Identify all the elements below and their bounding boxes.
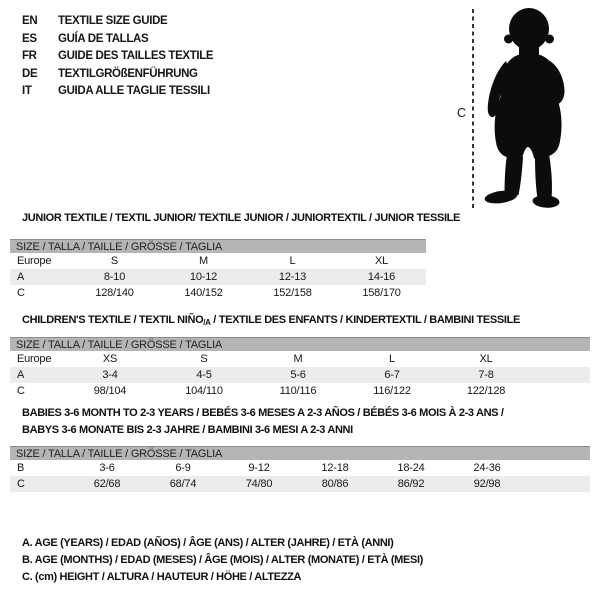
- children-section-title: [22, 314, 520, 327]
- row-label: C: [17, 287, 25, 299]
- size-header-bar: [10, 447, 590, 461]
- children-title-prefix: CHILDREN'S TEXTILE / TEXTIL NIÑO: [22, 314, 204, 326]
- table-cell: M: [293, 353, 303, 365]
- babies-size-table: [10, 446, 590, 492]
- table-row-height: [10, 285, 426, 301]
- size-header-bar: [10, 240, 426, 254]
- size-header-label: SIZE / TALLA / TAILLE / GRÖSSE / TAGLIA: [10, 447, 590, 461]
- table-cell: L: [289, 255, 296, 267]
- table-cell: 18-24: [397, 462, 425, 474]
- table-cell: 6-9: [175, 462, 191, 474]
- height-dashed-line: [472, 9, 474, 208]
- junior-size-table: [10, 239, 426, 301]
- size-header-label: SIZE / TALLA / TAILLE / GRÖSSE / TAGLIA: [10, 240, 426, 254]
- table-cell: 3-4: [63, 367, 157, 383]
- babies-section-title-line2: BABYS 3-6 MONATE BIS 2-3 JAHRE / BAMBINI 3-6 MESI A 2-3 ANNI: [22, 424, 353, 436]
- table-cell: S: [110, 255, 119, 267]
- table-cell: 12-13: [248, 269, 337, 285]
- guide-title-fr: GUIDE DES TAILLES TEXTILE: [58, 50, 214, 63]
- size-header-bar: [10, 338, 590, 352]
- baby-silhouette: [482, 7, 572, 209]
- language-row-it: [22, 83, 213, 101]
- language-code: IT: [22, 85, 32, 98]
- row-label: Europe: [17, 255, 52, 267]
- table-cell: 140/152: [184, 287, 223, 299]
- guide-title-es: GUÍA DE TALLAS: [58, 32, 149, 45]
- table-cell: XL: [479, 353, 493, 365]
- table-cell: 80/86: [297, 476, 373, 492]
- table-cell: S: [200, 353, 208, 365]
- children-title-sub: /A: [203, 318, 211, 327]
- row-label: C: [10, 476, 69, 492]
- table-cell: 5-6: [251, 367, 345, 383]
- table-spacer: [525, 460, 590, 476]
- table-spacer: [525, 476, 590, 492]
- table-cell: 24-36: [473, 462, 501, 474]
- table-cell: 68/74: [145, 476, 221, 492]
- table-row-europe: [10, 351, 590, 367]
- table-cell: 158/170: [362, 287, 401, 299]
- row-label: A: [10, 367, 63, 383]
- table-cell: L: [389, 353, 395, 365]
- table-cell: XS: [102, 353, 118, 365]
- language-row-de: [22, 66, 213, 84]
- table-cell: M: [199, 255, 208, 267]
- row-label: Europe: [17, 353, 52, 365]
- children-title-suffix: / TEXTILE DES ENFANTS / KINDERTEXTIL / BAMBINI TESSILE: [210, 314, 520, 326]
- table-cell: 7-8: [439, 367, 533, 383]
- table-row-height: [10, 383, 590, 399]
- table-cell: 152/158: [273, 287, 312, 299]
- guide-title-it: GUIDA ALLE TAGLIE TESSILI: [58, 85, 210, 98]
- table-row-months: [10, 460, 590, 476]
- size-header-label: SIZE / TALLA / TAILLE / GRÖSSE / TAGLIA: [10, 338, 590, 352]
- table-cell: 6-7: [345, 367, 439, 383]
- guide-title-en: TEXTILE SIZE GUIDE: [58, 15, 168, 27]
- table-spacer: [533, 351, 590, 367]
- babies-section-title-line1: BABIES 3-6 MONTH TO 2-3 YEARS / BEBÉS 3-6 MESES A 2-3 AÑOS / BÉBÉS 3-6 MOIS À 2-3 ANS /: [22, 407, 504, 419]
- language-row-en: [22, 13, 213, 31]
- table-row-age: [10, 367, 590, 383]
- language-row-es: [22, 31, 213, 49]
- table-cell: 12-18: [321, 462, 349, 474]
- table-cell: XL: [374, 255, 389, 267]
- table-cell: 98/104: [93, 385, 127, 397]
- table-row-europe: [10, 253, 426, 269]
- language-code: EN: [22, 15, 38, 27]
- language-code: DE: [22, 67, 38, 80]
- table-cell: 14-16: [337, 269, 426, 285]
- table-cell: 122/128: [466, 385, 506, 397]
- table-cell: 92/98: [449, 476, 525, 492]
- table-cell: 8-10: [70, 269, 159, 285]
- table-cell: 86/92: [373, 476, 449, 492]
- table-cell: 128/140: [95, 287, 134, 299]
- table-spacer: [533, 383, 590, 399]
- table-cell: 74/80: [221, 476, 297, 492]
- table-cell: 9-12: [248, 462, 270, 474]
- table-row-height: [10, 476, 590, 492]
- table-spacer: [533, 367, 590, 383]
- row-label: C: [17, 385, 25, 397]
- guide-title-de: TEXTILGRÖßENFÜHRUNG: [58, 67, 198, 80]
- language-code: FR: [22, 50, 37, 63]
- row-label: B: [17, 462, 25, 474]
- junior-section-title: JUNIOR TEXTILE / TEXTIL JUNIOR/ TEXTILE JUNIOR / JUNIORTEXTIL / JUNIOR TESSILE: [22, 212, 461, 224]
- table-cell: 116/122: [373, 385, 411, 397]
- table-cell: 10-12: [159, 269, 248, 285]
- table-cell: 62/68: [69, 476, 145, 492]
- height-label-c: C: [457, 106, 466, 120]
- language-code: ES: [22, 32, 37, 45]
- table-cell: 104/110: [185, 385, 223, 397]
- language-list: [22, 13, 213, 101]
- children-size-table: [10, 337, 590, 399]
- legend-line-a: A. AGE (YEARS) / EDAD (AÑOS) / ÂGE (ANS) / ALTER (JAHRE) / ETÀ (ANNI): [22, 537, 394, 549]
- table-row-age: [10, 269, 426, 285]
- table-cell: 4-5: [157, 367, 251, 383]
- language-row-fr: [22, 48, 213, 66]
- table-cell: 110/116: [279, 385, 317, 397]
- legend-line-c: C. (cm) HEIGHT / ALTURA / HAUTEUR / HÖHE / ALTEZZA: [22, 571, 302, 583]
- row-label: A: [10, 269, 70, 285]
- legend-line-b: B. AGE (MONTHS) / EDAD (MESES) / ÂGE (MOIS) / ALTER (MONATE) / ETÀ (MESI): [22, 554, 423, 566]
- table-cell: 3-6: [99, 462, 115, 474]
